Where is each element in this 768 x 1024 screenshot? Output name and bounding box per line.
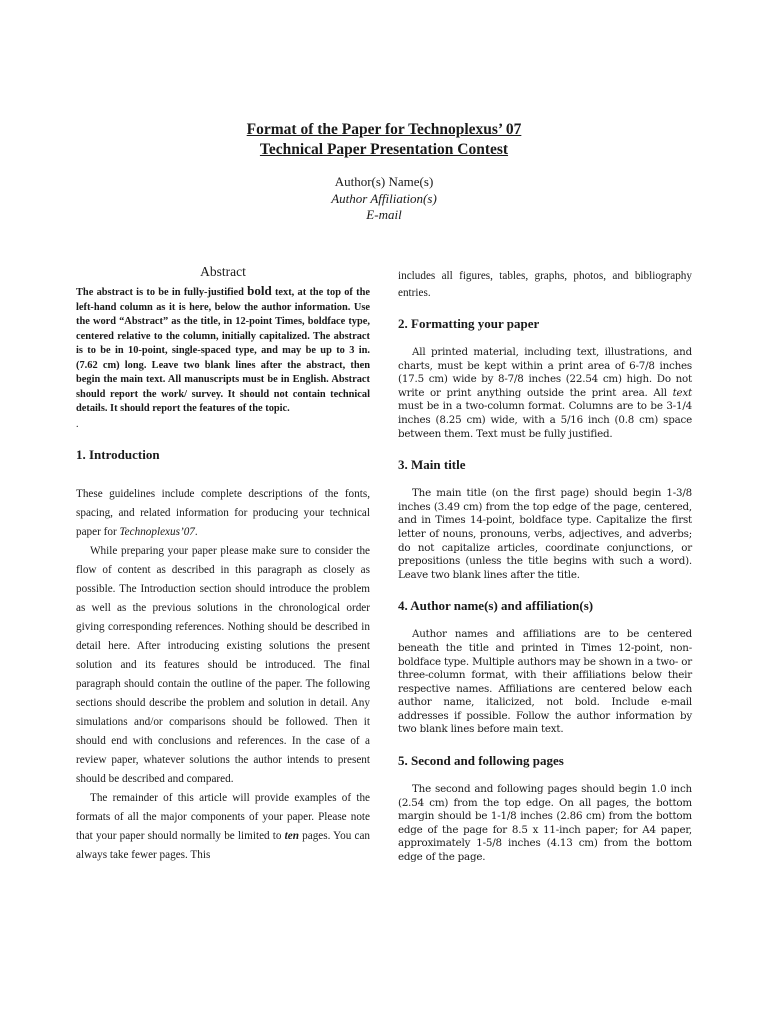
section-heading-formatting: 2. Formatting your paper	[398, 316, 540, 331]
abstract-bold-word: bold	[247, 283, 272, 298]
section-heading-following-pages: 5. Second and following pages	[398, 753, 564, 769]
intro-p3-text-b: pages. You can always take fewer pages. This	[76, 829, 371, 861]
paper-title	[0, 120, 768, 160]
author-names: Author(s) Name(s)	[334, 174, 434, 189]
main-title-paragraph: The main title (on the first page) should begin 1-3/8 inches (3.49 cm) from the top edge of the page, centered, and in Times 14-point, boldface type. Capitalize the first letter of nouns, pronouns, verbs, adjectives, and adverbs; do not capitalize articles, coordinate conjunctions, or prepositions (unless the title begins with such a word). Leave two blank lines after the title.	[398, 487, 692, 581]
abstract-part2: text, at the top of the left-hand column as it is here, below the author information. Use the word “Abstract” as the title, in 12-point Times, boldface type, centered relative to the column, initially capitalized. The abstract is to be in 10-point, single-spaced type, and may be up to 3 in. (7.62 cm) long. Leave two blank lines after the abstract, then begin the main text. All manuscripts must be in English. Abstract should report the work/ survey. It should not contain technical details. It should report the features of the topic.	[76, 287, 370, 414]
title-line-1: Format of the Paper for Technoplexus’ 07	[246, 121, 522, 138]
formatting-text-a: All printed material, including text, illustrations, and charts, must be kept within a print area of 6-7/8 inches (17.5 cm) wide by 8-7/8 inches (22.54 cm) high. Do not write or print anything outside the print area. All	[398, 346, 692, 399]
author-email: E-mail	[366, 207, 402, 222]
abstract-heading: Abstract	[200, 264, 246, 279]
section-heading-main-title: 3. Main title	[398, 457, 466, 473]
left-column	[76, 264, 370, 865]
intro-p1-text-a: These guidelines include complete descriptions of the fonts, spacing, and related information for producing your technical paper for	[76, 487, 370, 538]
intro-p3-emphasis: ten	[284, 829, 299, 842]
intro-p3-text-a: The remainder of this article will provide examples of the formats of all the major components of your paper. Please note that your paper should normally be limited to	[76, 791, 370, 842]
title-text	[0, 120, 768, 160]
section-heading-introduction: 1. Introduction	[76, 446, 160, 462]
formatting-text-b: must be in a two-column format. Columns are to be 3-1/4 inches (8.25 cm) wide, with a 5/16 inch (0.8 cm) space between them. Text must be fully justified.	[398, 400, 692, 440]
right-column	[398, 268, 692, 881]
intro-paragraph-1	[76, 485, 370, 542]
continuation-paragraph: includes all figures, tables, graphs, photos, and bibliography entries.	[398, 270, 692, 299]
formatting-emphasis: text	[672, 386, 692, 399]
title-line-2: Technical Paper Presentation Contest	[259, 141, 509, 158]
abstract-body	[76, 284, 370, 417]
author-names-paragraph: Author names and affiliations are to be centered beneath the title and printed in Times 12-point, non-boldface type. Multiple authors may be shown in a two- or three-column format, with their affiliations below their respective names. Affiliations are centered below each author name, italicized, not bold. Include e-mail addresses if possible. Follow the author information by two blank lines before main text.	[398, 628, 692, 736]
abstract-part1: The abstract is to be in fully-justified	[76, 287, 248, 298]
formatting-paragraph	[398, 346, 692, 441]
abstract-trailing-dot: .	[76, 418, 79, 430]
author-block	[0, 174, 768, 224]
intro-p1-text-b: .	[194, 525, 198, 538]
author-affiliation: Author Affiliation(s)	[331, 190, 437, 206]
intro-paragraph-3	[76, 789, 370, 865]
section-heading-author-names: 4. Author name(s) and affiliation(s)	[398, 598, 594, 614]
following-pages-paragraph: The second and following pages should begin 1.0 inch (2.54 cm) from the top edge. On all pages, the bottom margin should be 1-1/8 inches (2.86 cm) from the bottom edge of the page for 8.5 x 11-inch paper; for A4 paper, approximately 1-5/8 inches (4.13 cm) from the bottom edge of the page.	[398, 783, 692, 864]
intro-paragraph-2: While preparing your paper please make sure to consider the flow of content as described in this paragraph as closely as possible. The Introduction section should introduce the problem as well as the previous solutions in the chronological order giving corresponding references. Nothing should be described in detail here. After introducing existing solutions the present solution and its features should be introduced. The final paragraph should contain the outline of the paper. The following sections should describe the problem and solution in detail. Any simulations and/or comparisons should be followed. Then it should end with conclusions and references. In the case of a review paper, whatever solutions the author intends to present should be described and compared.	[76, 544, 370, 785]
intro-p1-emphasis: Technoplexus’07	[119, 525, 195, 538]
